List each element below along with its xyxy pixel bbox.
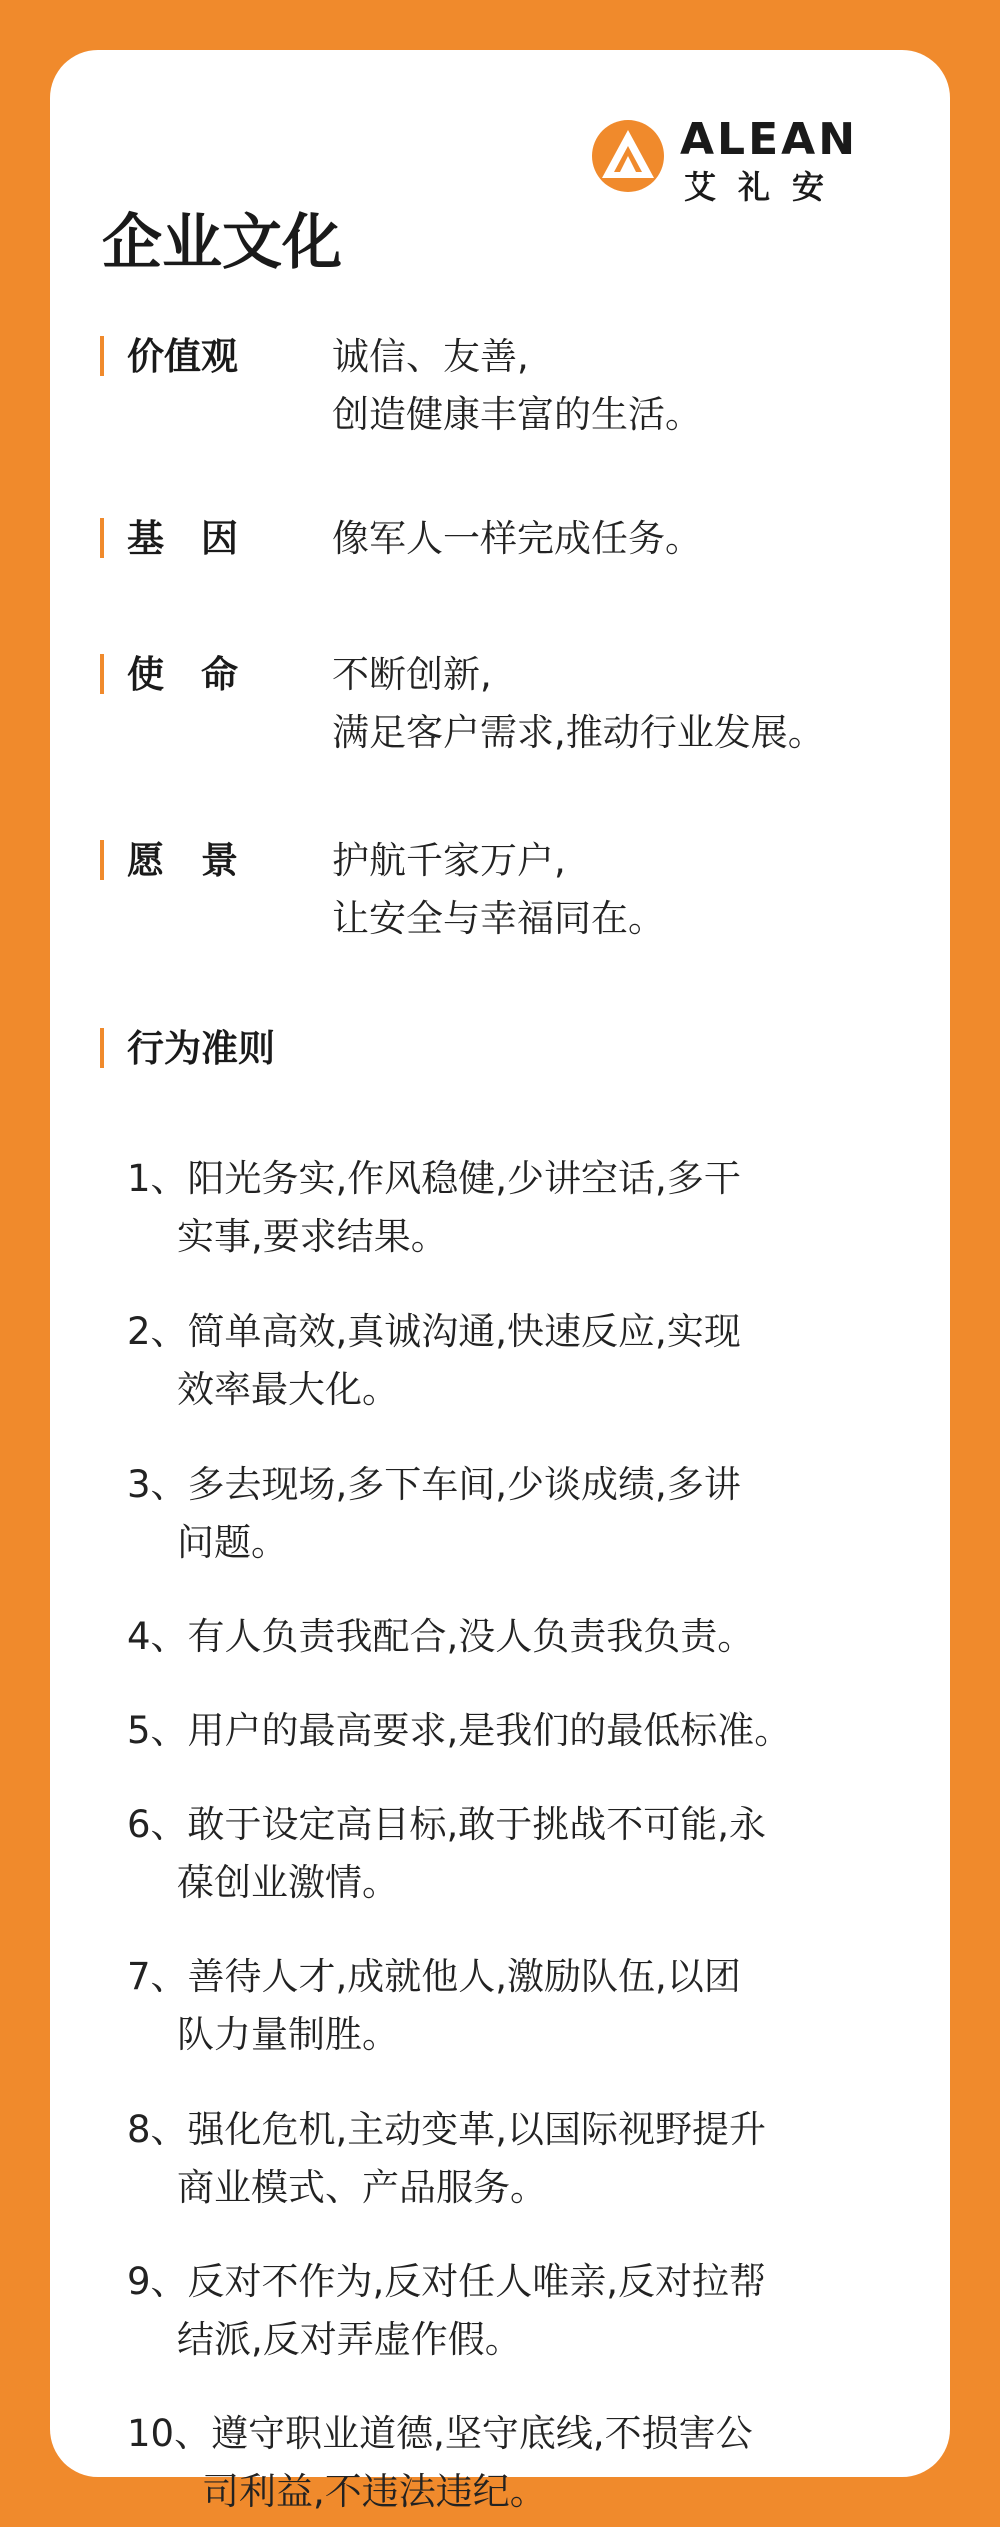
list-item — [127, 1796, 917, 1912]
list-item — [127, 1456, 917, 1572]
section-text-line: 诚信、友善, — [332, 335, 529, 378]
list-item-line: 效率最大化。 — [177, 1368, 399, 1411]
section-text-line: 护航千家万户, — [332, 839, 566, 882]
list-item-line: 司利益,不违法违纪。 — [202, 2470, 547, 2513]
section-text-line: 满足客户需求,推动行业发展。 — [332, 711, 825, 754]
list-item-line: 6、敢于设定高目标,敢于挑战不可能,永 — [127, 1803, 767, 1846]
section-text — [332, 510, 952, 568]
list-item — [127, 2253, 917, 2369]
list-item-line: 10、遵守职业道德,坚守底线,不损害公 — [127, 2412, 753, 2455]
list-item — [127, 2101, 917, 2217]
list-item-line: 商业模式、产品服务。 — [177, 2166, 547, 2209]
list-item-line: 4、有人负责我配合,没人负责我负责。 — [127, 1615, 755, 1658]
logo-text-cn: 艾礼安 — [684, 168, 847, 206]
list-item-line: 8、强化危机,主动变革,以国际视野提升 — [127, 2108, 767, 2151]
section-label: 基 因 — [127, 517, 238, 560]
section-label: 使 命 — [127, 653, 238, 696]
section-marker — [100, 336, 104, 376]
company-logo — [592, 114, 902, 220]
section-text — [332, 328, 952, 444]
section-label: 愿 景 — [127, 839, 238, 882]
section-text — [332, 646, 952, 762]
list-item — [127, 1608, 917, 1666]
list-item-line: 结派,反对弄虚作假。 — [177, 2318, 522, 2361]
section-label: 行为准则 — [127, 1027, 275, 1070]
section-text — [332, 832, 952, 948]
list-item-line: 3、多去现场,多下车间,少谈成绩,多讲 — [127, 1463, 741, 1506]
content-card — [50, 50, 950, 2513]
list-item — [127, 2405, 917, 2521]
list-item-line: 7、善待人才,成就他人,激励队伍,以团 — [127, 1955, 741, 1998]
list-item-line: 2、简单高效,真诚沟通,快速反应,实现 — [127, 1310, 741, 1353]
section-marker — [100, 840, 104, 880]
logo-text-en: ALEAN — [680, 114, 859, 165]
list-item-line: 葆创业激情。 — [177, 1861, 399, 1904]
list-item-line: 1、阳光务实,作风稳健,少讲空话,多干 — [127, 1157, 741, 1200]
section-label: 价值观 — [127, 335, 238, 378]
section-marker — [100, 654, 104, 694]
section-text-line: 让安全与幸福同在。 — [332, 897, 665, 940]
list-item — [127, 1303, 917, 1419]
list-item — [127, 1702, 917, 1760]
list-item-line: 实事,要求结果。 — [177, 1215, 448, 1258]
page-title: 企业文化 — [102, 208, 342, 278]
alean-triangle-logo-icon — [592, 120, 664, 192]
section-marker — [100, 1028, 104, 1068]
list-item-line: 问题。 — [177, 1521, 288, 1564]
list-item-line: 5、用户的最高要求,是我们的最低标准。 — [127, 1709, 792, 1752]
section-marker — [100, 518, 104, 558]
list-item — [127, 1150, 917, 1266]
section-text-line: 创造健康丰富的生活。 — [332, 393, 702, 436]
section-text-line: 像军人一样完成任务。 — [332, 517, 702, 560]
section-text-line: 不断创新, — [332, 653, 492, 696]
list-item — [127, 1948, 917, 2064]
list-item-line: 9、反对不作为,反对任人唯亲,反对拉帮 — [127, 2260, 767, 2303]
list-item-line: 队力量制胜。 — [177, 2013, 399, 2056]
